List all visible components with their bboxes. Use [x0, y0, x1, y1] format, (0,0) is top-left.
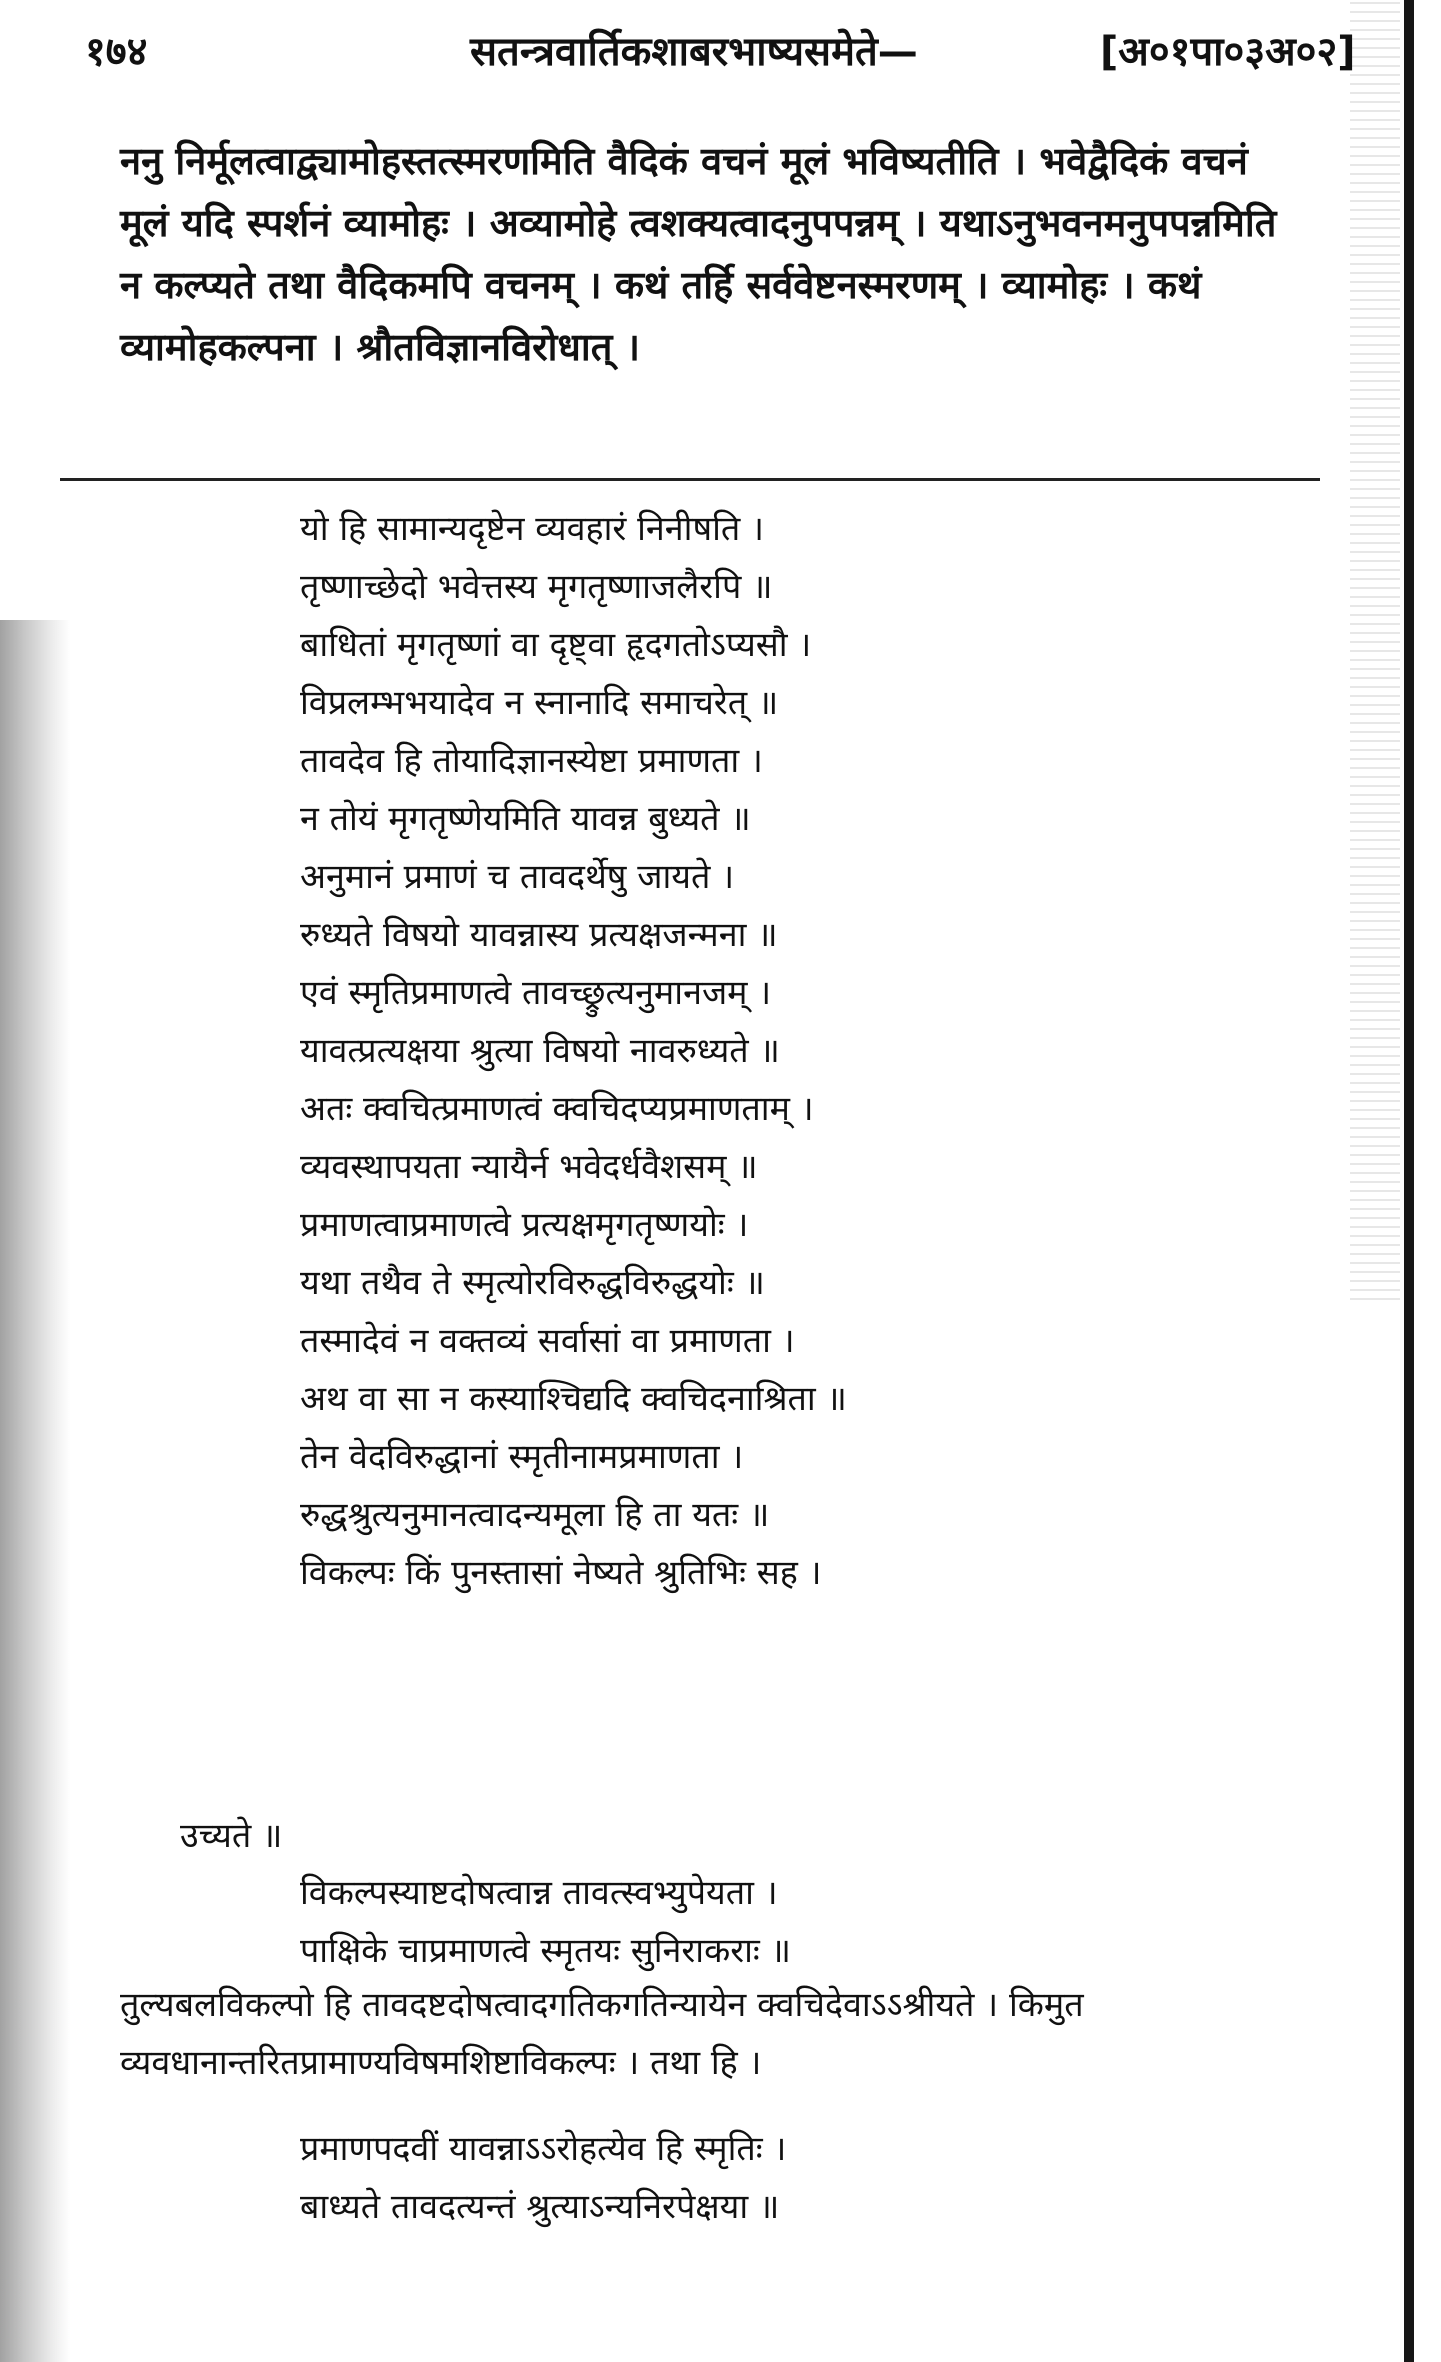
verse-block	[300, 500, 1300, 1602]
separator-rule	[60, 478, 1320, 481]
verse-line: तावदेव हि तोयादिज्ञानस्येष्टा प्रमाणता ।	[300, 741, 763, 781]
verse-line: तस्मादेवं न वक्तव्यं सर्वासां वा प्रमाणता ।	[300, 1321, 795, 1361]
verse-line: पाक्षिके चाप्रमाणत्वे स्मृतयः सुनिराकराः ॥	[300, 1931, 791, 1971]
page-edge	[1404, 0, 1414, 2362]
running-title: सतन्त्रवार्तिकशाबरभाष्यसमेते—	[470, 29, 918, 75]
verse-line: यथा तथैव ते स्मृत्योरविरुद्धविरुद्धयोः ॥	[300, 1263, 765, 1303]
verse-line: तृष्णाच्छेदो भवेत्तस्य मृगतृष्णाजलैरपि ॥	[300, 567, 773, 607]
verse-line: यो हि सामान्यदृष्टेन व्यवहारं निनीषति ।	[300, 509, 764, 549]
verse-line: प्रमाणत्वाप्रमाणत्वे प्रत्यक्षमृगतृष्णयोः ।	[300, 1205, 749, 1245]
verse-line: प्रमाणपदवीं यावन्नाऽऽरोहत्येव हि स्मृतिः ।	[300, 2129, 787, 2169]
prose-line: तुल्यबलविकल्पो हि तावदष्टदोषत्वादगतिकगतिन्यायेन क्वचिदेवाऽऽश्रीयते । किमुत	[120, 1985, 1084, 2025]
verse-line: न तोयं मृगतृष्णेयमिति यावन्न बुध्यते ॥	[300, 799, 751, 839]
prose-block-2	[120, 1976, 1320, 2092]
verse-line: बाधितां मृगतृष्णां वा दृष्ट्वा हृदगतोऽप्यसौ ।	[300, 625, 812, 665]
page-number: १७४	[85, 29, 148, 75]
binding-shadow	[0, 620, 70, 2362]
verse-line: विकल्पः किं पुनस्तासां नेष्यते श्रुतिभिः सह ।	[300, 1553, 822, 1593]
verse-line: विप्रलम्भभयादेव न स्नानादि समाचरेत् ॥	[300, 683, 779, 723]
scan-noise	[1350, 0, 1400, 1300]
verse-line: रुध्यते विषयो यावन्नास्य प्रत्यक्षजन्मना ॥	[300, 915, 778, 955]
verse-line: अनुमानं प्रमाणं च तावदर्थेषु जायते ।	[300, 857, 735, 897]
prose-line: व्यवधानान्तरितप्रामाण्यविषमशिष्टाविकल्पः । तथा हि ।	[120, 2043, 762, 2083]
commentary-block	[120, 130, 1280, 378]
section-reference: [अ०१पा०३अ०२]	[1100, 29, 1356, 75]
verse-line: यावत्प्रत्यक्षया श्रुत्या विषयो नावरुध्यते ॥	[300, 1031, 780, 1071]
verse-line: अथ वा सा न कस्याश्चिद्यदि क्वचिदनाश्रिता ॥	[300, 1379, 847, 1419]
verse-line: व्यवस्थापयता न्यायैर्न भवेदर्धवैशसम् ॥	[300, 1147, 758, 1187]
verse-line: रुद्धश्रुत्यनुमानत्वादन्यमूला हि ता यतः ॥	[300, 1495, 770, 1535]
verse-line: विकल्पस्याष्टदोषत्वान्न तावत्स्वभ्युपेयता ।	[300, 1873, 778, 1913]
verse-line: तेन वेदविरुद्धानां स्मृतीनामप्रमाणता ।	[300, 1437, 744, 1477]
running-header	[85, 22, 1356, 82]
commentary-paragraph: ननु निर्मूलत्वाद्व्यामोहस्तत्स्मरणमिति वैदिकं वचनं मूलं भविष्यतीति । भवेद्वैदिकं वचनं मूलं यदि स्पर्शनं व्यामोहः । अव्यामोहे त्वशक्यत्वादनुपपन्नम् । यथाऽनुभवनमनुपपन्नमिति न कल्प्यते तथा वैदिकमपि वचनम् । कथं तर्हि सर्ववेष्टनस्मरणम् । व्यामोहः । कथं व्यामोहकल्पना । श्रौतविज्ञानविरोधात् ।	[120, 139, 1277, 369]
verse-line: अतः क्वचित्प्रमाणत्वं क्वचिदप्यप्रमाणताम् ।	[300, 1089, 814, 1129]
verse-block-2	[300, 1864, 1300, 1980]
verse-line: बाध्यते तावदत्यन्तं श्रुत्याऽन्यनिरपेक्षया ॥	[300, 2187, 780, 2227]
verse-line: एवं स्मृतिप्रमाणत्वे तावच्छ्रुत्यनुमानजम् ।	[300, 973, 772, 1013]
verse-block-3	[300, 2120, 1300, 2236]
ucyate-line: उच्यते ॥	[180, 1816, 283, 1856]
